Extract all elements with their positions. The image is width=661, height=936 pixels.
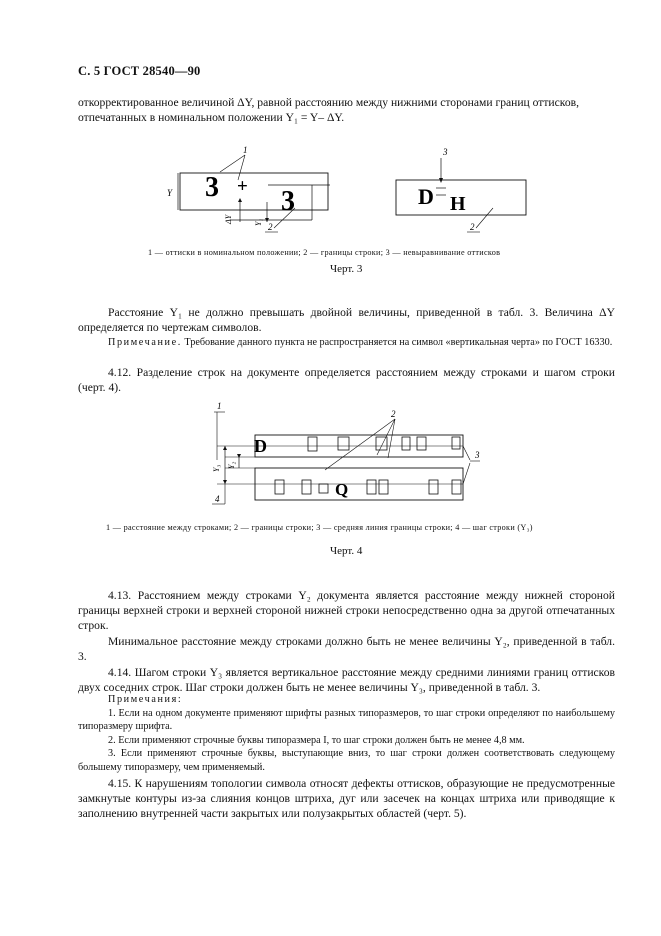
fig3-label-3: 3 xyxy=(443,147,448,157)
fig4-caption: 1 — расстояние между строками; 2 — границы строки; 3 — средняя линия границы строки; 4 — шаг строки (Y₃) xyxy=(106,523,533,532)
fig4-label-4: 4 xyxy=(215,494,220,504)
fig4-label-2: 2 xyxy=(391,409,396,419)
fig3-label-2: 2 xyxy=(268,222,273,232)
fig4-leader-2a xyxy=(325,419,395,470)
fig3-glyph-three-offset: 3 xyxy=(281,186,295,217)
fig3-arrow-dy xyxy=(238,198,242,202)
intro-line-1: откорректированное величиной ΔY, равной расстоянию между нижними сторонами границ оттисков, xyxy=(78,96,579,109)
fig3-label-1: 1 xyxy=(243,145,248,155)
fig4-glyph-boxes-bottom xyxy=(275,480,461,494)
fig4-label-1: 1 xyxy=(217,401,222,411)
fig3-glyph-d: D xyxy=(418,184,434,209)
note-1-label: Примечание. xyxy=(108,337,182,348)
fig4-arrow-y3-top xyxy=(223,446,227,450)
intro-paragraph xyxy=(78,95,615,125)
note-1 xyxy=(78,336,615,350)
notes-2-label: Примечания: xyxy=(108,694,183,705)
figure-4 xyxy=(205,398,505,518)
paragraph-4-14: 4.14. Шагом строки Y₃ является вертикальное расстояние между средними линиями границ оттисков двух соседних строк. Шаг строки должен быть не менее величины Y₃, приведенной в табл. 3. xyxy=(78,666,615,695)
intro-line-2: отпечатанных в номинальном положении Y₁ = Y– ΔY. xyxy=(78,111,345,125)
paragraph-y1-limit: Расстояние Y₁ не должно превышать двойной величины, приведенной в табл. 3. Величина ΔY определяется по чертежам символов. xyxy=(78,306,615,335)
fig4-title: Черт. 4 xyxy=(330,545,363,557)
notes-2 xyxy=(78,693,615,774)
notes-2-item-1: 1. Если на одном документе применяют шрифты разных типоразмеров, то шаг строки определяют по наибольшему типоразмеру шрифта. xyxy=(78,707,615,732)
fig3-leader-2-right xyxy=(476,208,493,228)
paragraph-4-12: 4.12. Разделение строк на документе определяется расстоянием между строками и шагом строки (черт. 4). xyxy=(78,366,615,395)
fig4-leader-3b xyxy=(463,463,470,484)
fig3-glyph-plus: + xyxy=(237,176,248,197)
fig4-label-y3: Y₃ xyxy=(212,464,221,472)
fig4-arrow-y2 xyxy=(237,454,241,458)
paragraph-4-13-min: Минимальное расстояние между строками должно быть не менее величины Y₂, приведенной в табл. 3. xyxy=(78,635,615,664)
fig4-glyph-boxes-top xyxy=(308,437,460,451)
fig3-title: Черт. 3 xyxy=(330,263,363,275)
fig3-caption: 1 — оттиски в номинальном положении; 2 — границы строки; 3 — невыравнивание оттисков xyxy=(148,248,501,257)
fig4-label-y2: Y₂ xyxy=(227,461,236,469)
page-header: С. 5 ГОСТ 28540—90 xyxy=(78,64,201,78)
fig3-label-y1: Y₁ xyxy=(254,218,263,226)
paragraph-4-13: 4.13. Расстоянием между строками Y₂ документа является расстояние между нижней стороной границы верхней строки и верхней стороной нижней строки непосредственно одна за другой отпечатанных строк. xyxy=(78,589,615,633)
fig3-label-2-right: 2 xyxy=(470,222,475,232)
figure-3 xyxy=(150,140,550,240)
fig3-row-boundary-left xyxy=(180,173,328,210)
fig4-glyph-d: D xyxy=(254,436,267,456)
fig4-glyph-q: Q xyxy=(335,480,349,499)
fig4-leader-3a xyxy=(463,446,470,460)
fig4-leader-2c xyxy=(388,419,395,458)
paragraph-4-15: 4.15. К нарушениям топологии символа относят дефекты оттисков, образующие не предусмотренные замкнутые контуры из-за слияния концов штриха, дуг или засечек на концах штриха или приводящие к заполнению внутренней части закрытых или полузакрытых областей (черт. 5). xyxy=(78,777,615,821)
notes-2-item-3: 3. Если применяют строчные буквы, выступающие вниз, то шаг строки должен соответствовать следующему большему типоразмеру, чем применяемый. xyxy=(78,748,615,773)
fig3-glyph-three-nominal: 3 xyxy=(205,172,219,203)
fig3-label-y: Y xyxy=(167,188,173,198)
fig3-label-dy: ΔY xyxy=(224,214,233,224)
fig3-arrow-3 xyxy=(439,178,443,183)
fig4-label-3: 3 xyxy=(475,450,480,460)
fig4-arrow-y3-bottom xyxy=(223,480,227,484)
note-1-text: Требование данного пункта не распространяется на символ «вертикальная черта» по ГОСТ 16330. xyxy=(184,337,613,348)
notes-2-item-2: 2. Если применяют строчные буквы типоразмера I, то шаг строки должен быть не менее 4,8 мм. xyxy=(108,734,525,746)
fig3-glyph-h: H xyxy=(450,193,466,215)
